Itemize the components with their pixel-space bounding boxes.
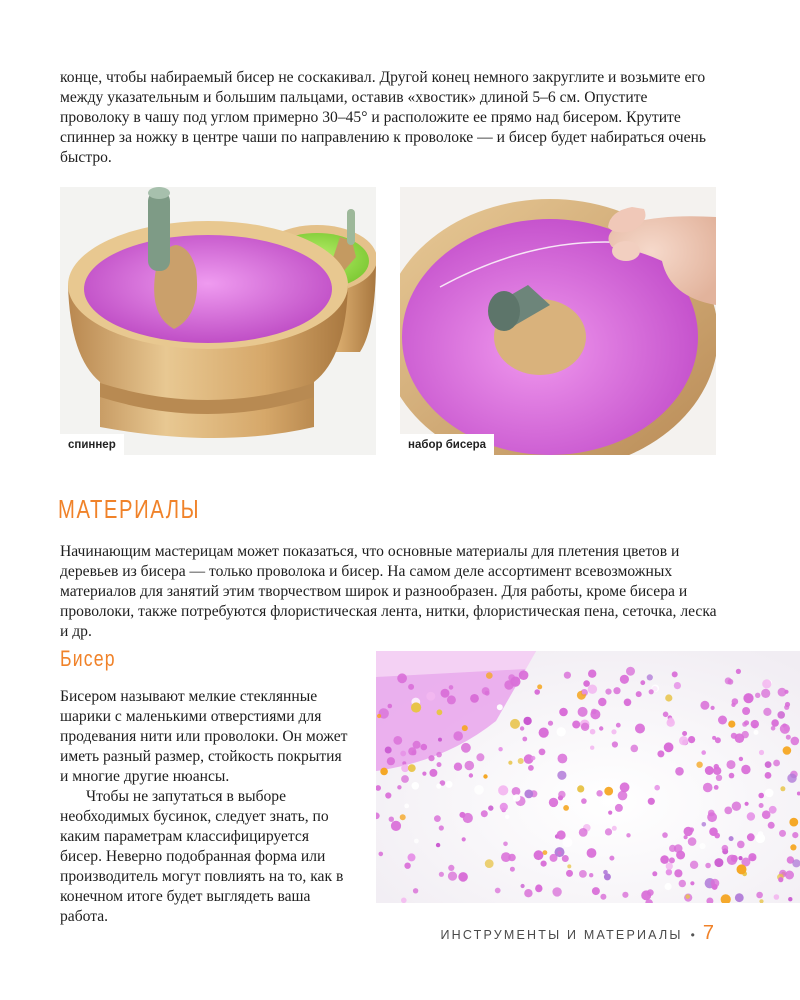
bead xyxy=(572,721,580,729)
bead xyxy=(488,805,493,810)
bead xyxy=(465,761,475,771)
bead xyxy=(563,805,569,811)
bead xyxy=(696,762,702,768)
bead xyxy=(558,791,565,798)
bead xyxy=(400,751,406,757)
bead xyxy=(784,690,788,694)
page-footer xyxy=(440,922,714,945)
bead xyxy=(590,746,594,750)
bead xyxy=(715,737,721,743)
bead xyxy=(486,672,493,679)
bead xyxy=(429,769,437,777)
bead xyxy=(498,785,508,795)
bead xyxy=(722,845,729,852)
bead xyxy=(449,685,454,690)
bead xyxy=(524,790,533,799)
bead xyxy=(380,768,388,776)
beads-text xyxy=(60,687,350,927)
bead xyxy=(535,885,542,892)
bead xyxy=(666,869,672,875)
bead xyxy=(557,830,566,839)
bead xyxy=(762,679,771,688)
bead xyxy=(747,833,755,841)
bead xyxy=(592,887,600,895)
bead xyxy=(447,695,456,704)
bead xyxy=(422,772,426,776)
bead xyxy=(791,737,800,746)
bead xyxy=(421,744,428,751)
bead xyxy=(453,731,463,741)
bead xyxy=(441,689,450,698)
bead xyxy=(534,689,540,695)
bead xyxy=(620,782,630,792)
bead xyxy=(727,855,737,865)
bead xyxy=(665,694,672,701)
bead xyxy=(609,856,614,861)
bead xyxy=(377,714,381,718)
bead xyxy=(787,774,796,783)
bead xyxy=(469,773,473,777)
bead xyxy=(703,783,713,793)
bead xyxy=(690,861,698,869)
threading-illustration xyxy=(400,187,716,455)
bead xyxy=(552,887,561,896)
bead xyxy=(562,837,572,847)
bead xyxy=(600,894,606,900)
bead xyxy=(582,690,586,694)
bead xyxy=(510,719,520,729)
beads-paragraph-1: Бисером называют мелкие стеклянные шарики с маленькими отверстиями для продевания нити или проволоки. Он может иметь разный размер, стойкость покрытия и многие другие нюансы. xyxy=(60,688,348,785)
bead xyxy=(578,707,588,717)
bead xyxy=(728,721,735,728)
bead xyxy=(620,675,629,684)
bead xyxy=(701,750,706,755)
bead xyxy=(483,774,487,778)
beads-illustration xyxy=(376,651,800,903)
bead xyxy=(786,735,791,740)
bead xyxy=(437,709,443,715)
bead xyxy=(761,689,770,698)
bead xyxy=(581,798,587,804)
beads-heading: Бисер xyxy=(60,646,116,671)
bead xyxy=(522,737,527,742)
bead xyxy=(588,670,596,678)
bead xyxy=(476,753,484,761)
bead xyxy=(510,677,520,687)
beads-photo xyxy=(376,651,800,903)
bead xyxy=(523,717,531,725)
bead xyxy=(724,807,732,815)
bead xyxy=(714,785,719,790)
bead xyxy=(462,837,466,841)
bead xyxy=(549,798,558,807)
bead xyxy=(662,832,668,838)
bead xyxy=(613,687,620,694)
bead xyxy=(436,843,440,847)
bead xyxy=(539,749,546,756)
bead xyxy=(401,764,409,772)
bead xyxy=(654,785,660,791)
bead xyxy=(437,762,442,767)
bead xyxy=(590,729,596,735)
bead xyxy=(624,699,632,707)
bead xyxy=(470,694,479,703)
bead xyxy=(577,785,584,792)
bead xyxy=(754,730,759,735)
bead xyxy=(616,723,621,728)
bead xyxy=(501,852,511,862)
bead xyxy=(768,822,775,829)
bead xyxy=(458,872,468,882)
bead xyxy=(679,880,686,887)
bead xyxy=(513,794,520,801)
bead xyxy=(404,804,409,809)
bead xyxy=(581,723,589,731)
spinner-caption: спиннер xyxy=(60,434,124,455)
bead xyxy=(745,802,749,806)
bead xyxy=(579,870,587,878)
bead xyxy=(426,692,435,701)
bead xyxy=(557,771,566,780)
bead xyxy=(401,775,409,783)
bead xyxy=(675,767,684,776)
bead xyxy=(652,871,657,876)
bead xyxy=(498,747,502,751)
bead xyxy=(603,870,608,875)
bead xyxy=(758,831,763,836)
bead xyxy=(779,830,786,837)
bead xyxy=(785,702,790,707)
bead xyxy=(756,892,763,899)
bead xyxy=(558,754,568,764)
bead xyxy=(747,812,755,820)
bead xyxy=(713,767,721,775)
bead xyxy=(682,731,687,736)
bead xyxy=(557,851,561,855)
bead xyxy=(534,850,544,860)
bead xyxy=(669,857,675,863)
bead xyxy=(773,760,780,767)
bead xyxy=(743,693,753,703)
bead xyxy=(771,719,779,727)
bead xyxy=(562,855,569,862)
bead xyxy=(753,724,757,728)
bead xyxy=(736,669,741,674)
bead xyxy=(612,741,618,747)
bead xyxy=(668,717,674,723)
bead xyxy=(463,813,473,823)
bead xyxy=(618,791,628,801)
bead xyxy=(605,689,611,695)
bead xyxy=(774,894,780,900)
bead xyxy=(462,725,468,731)
bead xyxy=(732,802,741,811)
bead xyxy=(387,757,395,765)
bead xyxy=(711,879,720,888)
bead xyxy=(548,721,553,726)
bead xyxy=(689,827,694,832)
bead xyxy=(765,761,772,768)
bead xyxy=(543,850,548,855)
bead xyxy=(699,843,705,849)
bead xyxy=(729,773,735,779)
bead xyxy=(744,720,749,725)
bead xyxy=(413,888,418,893)
bead xyxy=(439,872,444,877)
bead xyxy=(763,708,771,716)
bead xyxy=(778,877,783,882)
bead xyxy=(777,711,785,719)
bead xyxy=(732,698,739,705)
bead xyxy=(404,863,410,869)
bead xyxy=(759,803,764,808)
bead xyxy=(648,798,655,805)
bead xyxy=(711,706,715,710)
bead xyxy=(674,682,681,689)
bead xyxy=(500,803,508,811)
bead xyxy=(742,707,750,715)
bead xyxy=(408,853,416,861)
threading-caption: набор бисера xyxy=(400,434,494,455)
bead xyxy=(780,786,785,791)
bead xyxy=(780,724,790,734)
bead xyxy=(641,890,651,900)
bead xyxy=(702,822,707,827)
bead xyxy=(482,687,490,695)
bead xyxy=(401,898,407,904)
bead xyxy=(728,679,734,685)
bead xyxy=(649,689,654,694)
bead xyxy=(566,870,573,877)
bead xyxy=(434,815,441,822)
page-number: 7 xyxy=(702,922,714,944)
bead xyxy=(408,747,416,755)
bead xyxy=(626,833,630,837)
bead xyxy=(510,867,515,872)
bead xyxy=(537,684,542,689)
bead xyxy=(690,881,694,885)
bead xyxy=(684,835,688,839)
bead xyxy=(631,745,639,753)
bead xyxy=(727,760,736,769)
bead xyxy=(755,693,760,698)
bead xyxy=(591,709,597,715)
beads-paragraph-2: Чтобы не запутаться в выборе необходимых бусинок, следует знать, по каким параметрам классифицируется бисер. Неверно подобранная форма или производитель могут повлиять на то, как в конечном итоге будет выглядеть ваша работа. xyxy=(60,788,344,925)
bead xyxy=(408,684,414,690)
bead xyxy=(611,729,616,734)
bead xyxy=(741,765,750,774)
bead xyxy=(708,810,715,817)
bead xyxy=(604,787,613,796)
bead xyxy=(559,708,568,717)
bead xyxy=(550,854,558,862)
bead xyxy=(636,691,642,697)
bead xyxy=(400,814,406,820)
bead xyxy=(583,680,590,687)
bead xyxy=(688,736,695,743)
materials-paragraph: Начинающим мастерицам может показаться, что основные материалы для плетения цветов и деревьев из бисера — только проволока и бисер. На самом деле ассортимент всевозможных материалов для занятий этим творчеством широк и разнообразен. Для работы, кроме бисера и проволоки, также потребуются флористическая лента, нитки, флористическая пена, сеточка, леска и др. xyxy=(60,543,717,640)
bead xyxy=(647,674,653,680)
bead xyxy=(454,763,462,771)
bead xyxy=(389,817,394,822)
bead xyxy=(519,670,529,680)
bead xyxy=(608,811,612,815)
bead xyxy=(718,716,727,725)
bead xyxy=(446,781,453,788)
bead xyxy=(716,775,722,781)
footer-section-label: ИНСТРУМЕНТЫ И МАТЕРИАЛЫ xyxy=(440,928,683,942)
bead xyxy=(448,872,457,881)
bead xyxy=(518,758,524,764)
bead xyxy=(705,766,714,775)
bead xyxy=(765,789,774,798)
bead xyxy=(635,724,645,734)
bead xyxy=(672,671,678,677)
bead xyxy=(414,839,419,844)
bead xyxy=(567,864,571,868)
bead xyxy=(448,865,454,871)
bead xyxy=(714,858,723,867)
bead xyxy=(379,852,384,857)
bead xyxy=(497,704,503,710)
bead xyxy=(685,894,690,899)
bead xyxy=(564,672,571,679)
bead xyxy=(508,761,512,765)
materials-heading: МАТЕРИАЛЫ xyxy=(58,494,201,524)
bead xyxy=(622,892,628,898)
bead xyxy=(599,726,603,730)
bead xyxy=(790,844,796,850)
bead xyxy=(539,728,549,738)
bead xyxy=(412,782,420,790)
bead xyxy=(481,810,488,817)
bead xyxy=(531,756,535,760)
bead xyxy=(408,764,416,772)
bead xyxy=(461,743,471,753)
bead xyxy=(391,821,401,831)
bead xyxy=(385,747,392,754)
bead xyxy=(503,842,508,847)
bead xyxy=(474,785,484,795)
bead xyxy=(495,888,501,894)
bead xyxy=(758,793,764,799)
bead xyxy=(679,736,688,745)
bead xyxy=(729,836,734,841)
bead xyxy=(769,806,777,814)
bead xyxy=(596,790,602,796)
bead xyxy=(436,752,442,758)
bead xyxy=(705,863,711,869)
bead xyxy=(762,810,771,819)
bead xyxy=(520,726,524,730)
bead xyxy=(700,701,709,710)
bead xyxy=(737,841,745,849)
bead xyxy=(759,750,764,755)
bead xyxy=(688,837,697,846)
bead xyxy=(626,667,635,676)
bead xyxy=(397,673,407,683)
bead xyxy=(439,825,444,830)
bead xyxy=(785,871,794,880)
bead xyxy=(428,755,434,761)
spinner-photo xyxy=(60,187,376,455)
bead xyxy=(589,873,593,877)
bead xyxy=(665,883,672,890)
threading-photo xyxy=(400,187,716,455)
bead xyxy=(792,832,798,838)
bead xyxy=(505,815,509,819)
spinner-illustration xyxy=(60,187,376,455)
bead xyxy=(385,792,391,798)
intro-paragraph: конце, чтобы набираемый бисер не соскакивал. Другой конец немного закруглите и возьмите его между указательным и большим пальцами, оставив «хвостик» длиной 5–6 см. Опустите проволоку в чашу под углом примерно 30–45° и расположите ее прямо над бисером. Крутите спиннер за ножку в центре чаши по направлению к проволоке — и бисер будет набираться очень быстро. xyxy=(60,69,706,166)
bead xyxy=(737,864,747,874)
bead xyxy=(588,685,597,694)
bead xyxy=(657,750,664,757)
bead xyxy=(615,804,623,812)
bead xyxy=(660,855,669,864)
bead xyxy=(528,765,534,771)
bead xyxy=(388,704,393,709)
bead xyxy=(612,826,617,831)
bead xyxy=(789,818,798,827)
bead xyxy=(640,680,645,685)
bead xyxy=(397,785,401,789)
bead xyxy=(579,828,588,837)
bead xyxy=(411,702,421,712)
bead xyxy=(438,738,442,742)
bead xyxy=(674,869,682,877)
bead xyxy=(738,856,742,860)
bead xyxy=(735,733,745,743)
bead xyxy=(666,863,673,870)
footer-bullet: • xyxy=(690,928,695,942)
bead xyxy=(739,757,743,761)
bead xyxy=(664,742,674,752)
bead xyxy=(788,897,792,901)
bead xyxy=(485,859,494,868)
bead xyxy=(393,736,402,745)
bead xyxy=(524,889,532,897)
bead xyxy=(714,833,720,839)
bead xyxy=(604,873,611,880)
bead xyxy=(587,848,597,858)
bead xyxy=(521,884,525,888)
bead xyxy=(783,746,792,755)
bead xyxy=(765,772,772,779)
bead xyxy=(748,853,756,861)
bead xyxy=(663,712,669,718)
bead xyxy=(605,828,612,835)
bead xyxy=(598,698,606,706)
bead xyxy=(436,784,441,789)
bead xyxy=(557,727,566,736)
bead xyxy=(541,861,547,867)
bead xyxy=(674,844,683,853)
bead xyxy=(735,893,744,902)
